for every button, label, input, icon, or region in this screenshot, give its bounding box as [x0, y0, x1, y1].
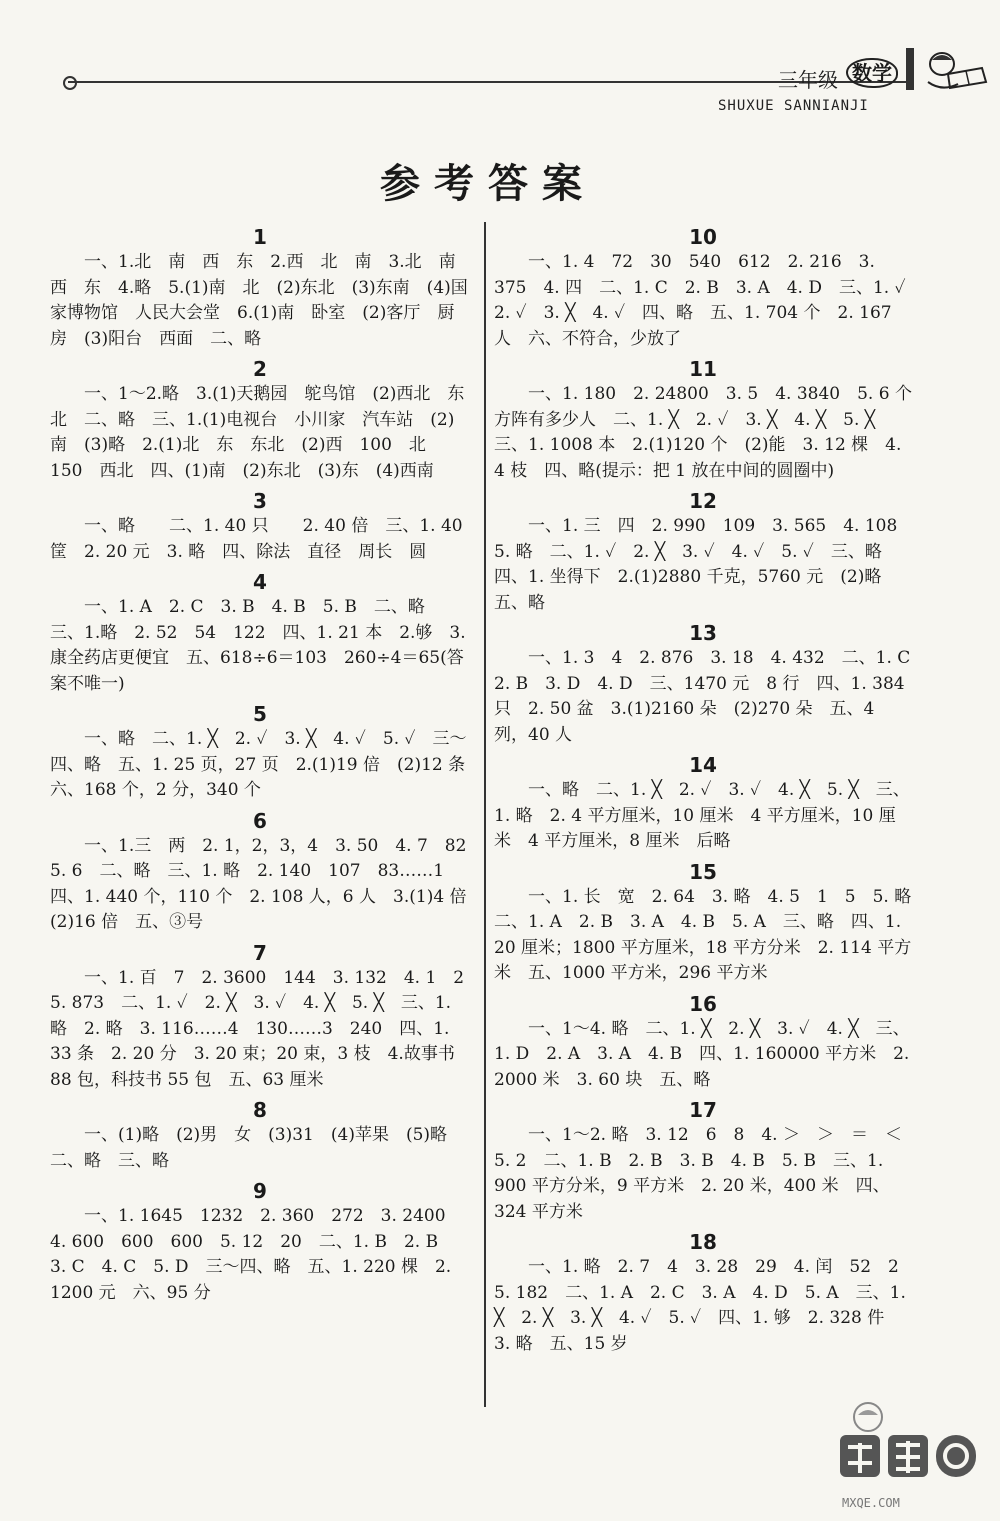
answer-section-5 [50, 701, 483, 804]
header-subject-badge: 数学 [846, 58, 898, 88]
column-divider [484, 222, 486, 1407]
answer-section-14 [494, 752, 912, 855]
section-answers: 一、1. 百 7 2. 3600 144 3. 132 4. 1 2 5. 873 二、1. ✓ 2. ╳ 3. ✓ 4. ╳ 5. ╳ 三、1. 略 2. 略 3. 116……4 130……3 240 四、1. 33 条 2. 20 分 3. 20 束；20 束，3 枝 4.故事书 88 包，科技书 55 包 五、63 厘米 [50, 967, 482, 1090]
section-answers: 一、1～4. 略 二、1. ╳ 2. ╳ 3. ✓ 4. ╳ 三、1. D 2. A 3. A 4. B 四、1. 160000 平方米 2. 2000 米 3. 60 块 五、略 [494, 1018, 915, 1090]
section-number: 11 [689, 357, 717, 381]
section-answers: 一、1. 4 72 30 540 612 2. 216 3. 375 4. 四 二、1. C 2. B 3. A 4. D 三、1. ✓ 2. ✓ 3. ╳ 4. ✓ 四、略 五、1. 704 个 2. 167 人 六、不符合，少放了 [494, 252, 923, 349]
section-number: 17 [689, 1098, 717, 1122]
section-number: 5 [253, 702, 267, 726]
section-number: 13 [689, 621, 717, 645]
answer-section-11 [494, 356, 912, 484]
answer-section-8 [50, 1097, 470, 1174]
section-number: 1 [253, 225, 267, 249]
section-answers: 一、1～2. 略 3. 12 6 8 4. ＞ ＞ ＝ ＜ 5. 2 二、1. B 2. B 3. B 4. B 5. B 三、1. 900 平方分米，9 平方米 2. 20 米，400 米 四、324 平方米 [494, 1125, 919, 1222]
answer-section-12 [494, 488, 915, 616]
section-answers: 一、1. 180 2. 24800 3. 5 4. 3840 5. 6 个方阵有多少人 二、1. ╳ 2. ✓ 3. ╳ 4. ╳ 5. ╳ 三、1. 1008 本 2.(1)120 个 (2)能 3. 12 棵 4. 4 枝 四、略(提示：把 1 放在中间的圆圈中) [494, 384, 912, 481]
answer-section-3 [50, 488, 470, 565]
section-number: 18 [689, 1230, 717, 1254]
section-number: 8 [253, 1098, 267, 1122]
answer-section-2 [50, 356, 470, 484]
section-number: 10 [689, 225, 717, 249]
section-number: 6 [253, 808, 267, 833]
section-answers: 一、1. 略 2. 7 4 3. 28 29 4. 闰 52 2 5. 182 二、1. A 2. C 3. A 4. D 5. A 三、1. ╳ 2. ╳ 3. ╳ 4. ✓ 5. ✓ 四、1. 够 2. 328 件 3. 略 五、15 岁 [494, 1257, 916, 1354]
answer-section-13 [494, 620, 928, 748]
section-number: 3 [253, 489, 267, 513]
section-answers: 一、1～2.略 3.(1)天鹅园 鸵鸟馆 (2)西北 东北 二、略 三、1.(1)电视台 小川家 汽车站 (2)南 (3)略 2.(1)北 东 东北 (2)西 100 北 150 西北 四、(1)南 (2)东北 (3)东 (4)西南 [50, 384, 465, 481]
answer-section-1 [50, 224, 473, 352]
header-bar [906, 48, 914, 90]
answer-section-17 [494, 1097, 919, 1225]
right-column [494, 224, 929, 1361]
section-answers: 一、1.三 两 2. 1，2，3，4 3. 50 4. 7 82 5. 6 二、略 三、1. 略 2. 140 107 83……1 四、1. 440 个，110 个 2. 108 人，6 人 3.(1)4 倍 (2)16 倍 五、③号 [50, 835, 484, 932]
section-number: 14 [689, 753, 717, 777]
section-answers: 一、1.北 南 西 东 2.西 北 南 3.北 南 西 东 4.略 5.(1)南 北 (2)东北 (3)东南 (4)国家博物馆 人民大会堂 6.(1)南 卧室 (2)客厅 厨房 (3)阳台 西面 二、略 [50, 252, 473, 349]
answer-section-6 [50, 808, 484, 936]
answer-section-7 [50, 940, 482, 1094]
answer-section-18 [494, 1229, 916, 1357]
section-number: 15 [689, 859, 717, 884]
section-number: 9 [253, 1179, 267, 1203]
answer-section-15 [494, 859, 929, 987]
section-number: 7 [253, 940, 267, 965]
section-answers: 一、1. A 2. C 3. B 4. B 5. B 二、略 三、1.略 2. 52 54 122 四、1. 21 本 2.够 3.康全药店更便宜 五、618÷6＝103 260÷4＝65(答案不唯一) [50, 597, 466, 694]
section-answers: 一、1. 1645 1232 2. 360 272 3. 2400 4. 600 600 600 5. 12 20 二、1. B 2. B 3. C 4. C 5. D 三～四、略 五、1. 220 棵 2. 1200 元 六、95 分 [50, 1206, 463, 1303]
section-number: 12 [689, 489, 717, 513]
left-column [50, 224, 484, 1310]
section-answers: 一、1. 长 宽 2. 64 3. 略 4. 5 1 5 5. 略 二、1. A 2. B 3. A 4. B 5. A 三、略 四、1. 20 厘米；1800 平方厘米，18 平方分米 2. 114 平方米 五、1000 平方米，296 平方米 [494, 886, 929, 983]
section-number: 16 [689, 991, 717, 1016]
section-answers: 一、(1)略 (2)男 女 (3)31 (4)苹果 (5)略 二、略 三、略 [50, 1125, 465, 1171]
answer-section-10 [494, 224, 923, 352]
section-answers: 一、1. 3 4 2. 876 3. 18 4. 432 二、1. C 2. B 3. D 4. D 三、1470 元 8 行 四、1. 384 只 2. 50 盆 3.(1)2160 朵 (2)270 朵 五、4 列，40 人 [494, 648, 928, 745]
section-answers: 一、略 二、1. 40 只 2. 40 倍 三、1. 40 筐 2. 20 元 3. 略 四、除法 直径 周长 圆 [50, 516, 468, 562]
header-grade: 三年级 [778, 68, 838, 92]
section-answers: 一、1. 三 四 2. 990 109 3. 565 4. 108 5. 略 二、1. ✓ 2. ╳ 3. ✓ 4. ✓ 5. ✓ 三、略 四、1. 坐得下 2.(1)2880 千克，5760 元 (2)略 五、略 [494, 516, 915, 613]
answer-section-4 [50, 569, 470, 697]
watermark-url: MXQE.COM [842, 1496, 900, 1510]
book-reader-icon [920, 48, 990, 92]
section-number: 4 [253, 570, 267, 594]
section-answers: 一、略 二、1. ╳ 2. ✓ 3. ✓ 4. ╳ 5. ╳ 三、1. 略 2. 4 平方厘米，10 厘米 4 平方厘米，10 厘米 4 平方厘米，8 厘米 后略 [494, 780, 910, 851]
answer-section-16 [494, 991, 915, 1094]
header-pinyin: SHUXUE SANNIANJI [718, 98, 869, 114]
page-title: 参考答案 [380, 161, 596, 207]
section-answers: 一、略 二、1. ╳ 2. ✓ 3. ╳ 4. ✓ 5. ✓ 三～四、略 五、1. 25 页，27 页 2.(1)19 倍 (2)12 条 六、168 个，2 分，340 个 [50, 729, 483, 800]
header-bullet [63, 76, 77, 90]
section-number: 2 [253, 357, 267, 381]
answer-section-9 [50, 1178, 470, 1306]
